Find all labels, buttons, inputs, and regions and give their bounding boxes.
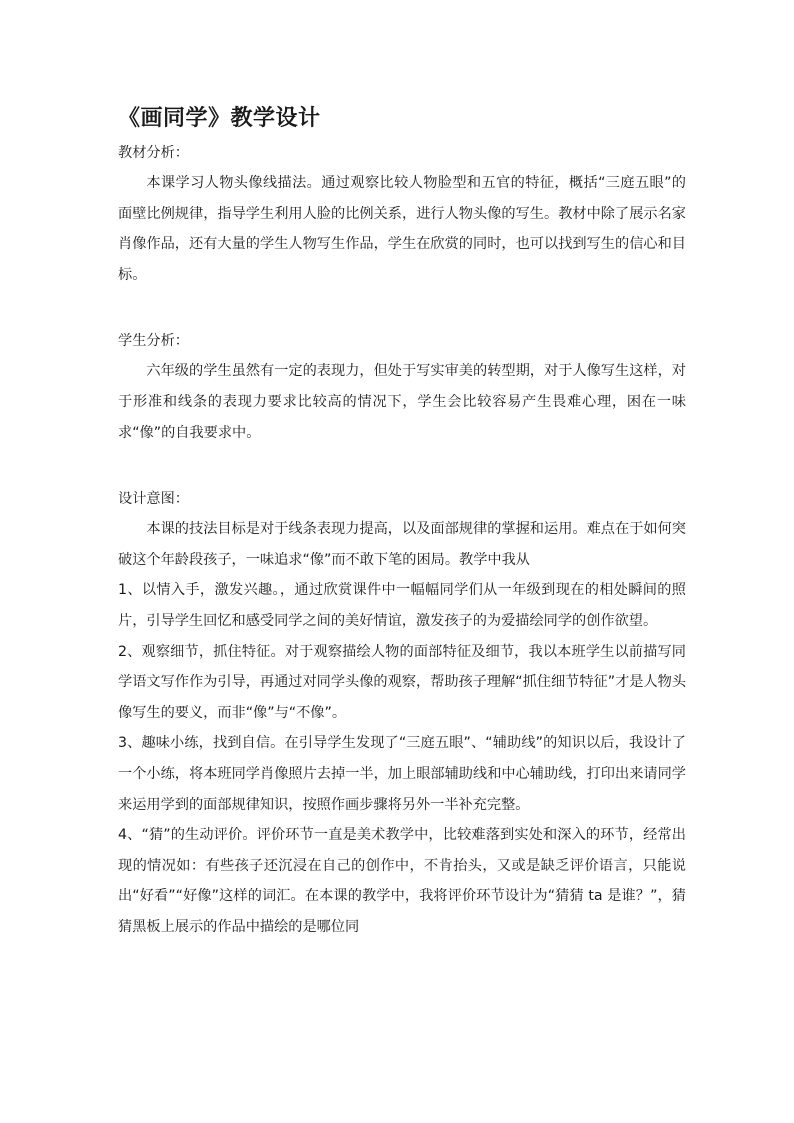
spacer (118, 448, 686, 484)
section-heading-design-intent: 设计意图： (118, 491, 189, 508)
document-title: 《画同学》教学设计 (118, 105, 321, 131)
spacer (118, 290, 686, 326)
list-item-design-4: 4、“猜”的生动评价。评价环节一直是美术教学中，比较难落到实处和深入的环节，经常出现的情况如：有些孩子还沉浸在自己的创作中，不肯抬头，又或是缺乏评价语言，只能说出“好看”“好像”这样的词汇。在本课的教学中，我将评价环节设计为“猜猜 ta 是谁？”，猜猜黑板上展示的作品中描绘的是哪位同 (118, 827, 686, 935)
list-item-design-2: 2、观察细节，抓住特征。对于观察描绘人物的面部特征及细节，我以本班学生以前描写同学语文写作作为引导，再通过对同学头像的观察，帮助孩子理解“抓住细节特征”才是人物头像写生的要义，而非“像”与“不像”。 (118, 643, 687, 721)
paragraph-design-intent-intro: 本课的技法目标是对于线条表现力提高，以及面部规律的掌握和运用。难点在于如何突破这个年龄段孩子，一味追求“像”而不敢下笔的困局。教学中我从 (118, 521, 686, 568)
list-item-design-3: 3、趣味小练，找到自信。在引导学生发现了“三庭五眼”、“辅助线”的知识以后，我设计了一个小练，将本班同学肖像照片去掉一半，加上眼部辅助线和中心辅助线，打印出来请同学来运用学到的面部规律知识，按照作画步骤将另外一半补充完整。 (118, 735, 686, 813)
paragraph-student-analysis: 六年级的学生虽然有一定的表现力，但处于写实审美的转型期，对于人像写生这样，对于形准和线条的表现力要求比较高的情况下，学生会比较容易产生畏难心理，困在一味求“像”的自我要求中。 (118, 363, 686, 441)
list-item-design-1: 1、以情入手，激发兴趣。，通过欣赏课件中一幅幅同学们从一年级到现在的相处瞬间的照片，引导学生回忆和感受同学之间的美好情谊，激发孩子的为爱描绘同学的创作欲望。 (118, 582, 686, 629)
section-heading-student-analysis: 学生分析： (118, 333, 189, 350)
section-heading-textbook-analysis: 教材分析： (118, 145, 189, 161)
paragraph-textbook-analysis: 本课学习人物头像线描法。通过观察比较人物脸型和五官的特征，概括“三庭五眼”的面壁比例规律，指导学生利用人脸的比例关系，进行人物头像的写生。教材中除了展示名家肖像作品，还有大量的学生人物写生作品，学生在欣赏的同时，也可以找到写生的信心和目标。 (118, 175, 686, 283)
document-page (118, 100, 686, 942)
